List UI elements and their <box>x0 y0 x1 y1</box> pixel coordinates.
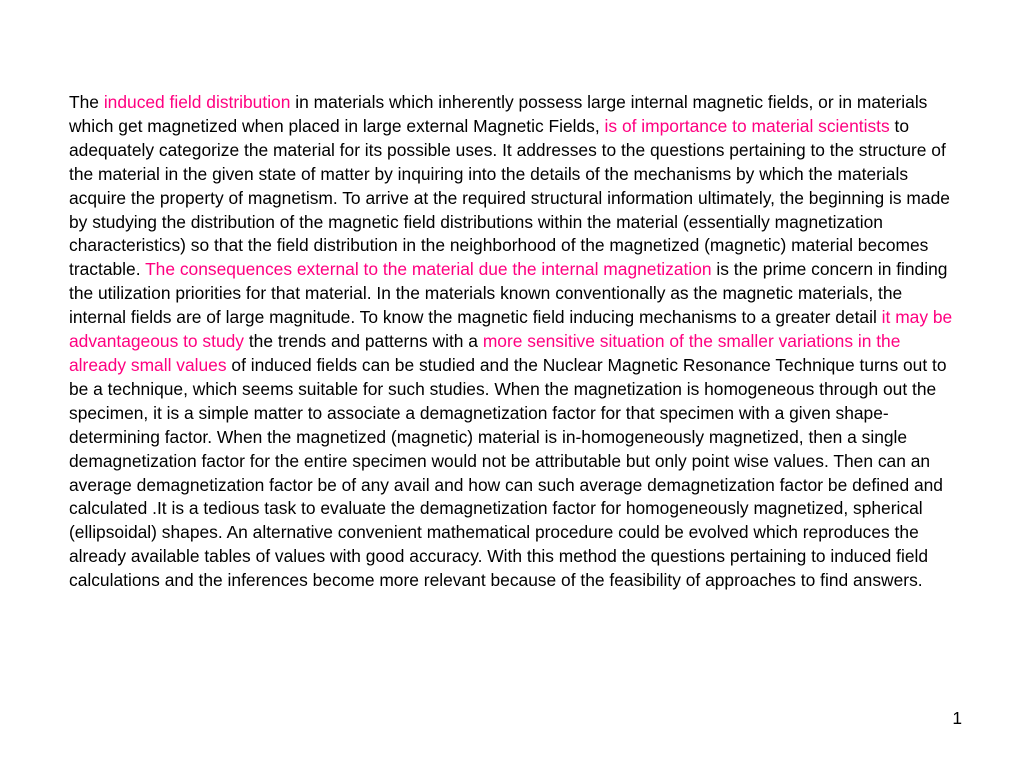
text-segment: The <box>69 92 104 112</box>
body-paragraph <box>69 91 961 593</box>
text-segment: of induced fields can be studied and the Nuclear Magnetic Resonance Technique turns out to be a technique, which seems suitable for such studies. When the magnetization is homogeneous through out the specimen, it is a simple matter to associate a demagnetization factor for that specimen with a given shape-determining factor. When the magnetized (magnetic) material is in-homogeneously magnetized, then a single demagnetization factor for the entire specimen would not be attributable but only point wise values. Then can an average demagnetization factor be of any avail and how can such average demagnetization factor be defined and calculated .It is a tedious task to evaluate the demagnetization factor for homogeneously magnetized, spherical (ellipsoidal) shapes. An alternative convenient mathematical procedure could be evolved which reproduces the already available tables of values with good accuracy. With this method the questions pertaining to induced field calculations and the inferences become more relevant because of the feasibility of approaches to find answers. <box>69 354 947 591</box>
text-segment: the trends and patterns with a <box>244 331 483 352</box>
text-segment: in materials which inherently possess large internal magnetic fields, or in materials which get magnetized when placed in large external Magnetic Fields, <box>69 92 928 136</box>
page-number: 1 <box>952 708 962 728</box>
highlighted-phrase: more sensitive situation of the smaller variations in the already small values <box>69 331 901 375</box>
highlighted-phrase: it may be advantageous to study <box>69 307 953 352</box>
text-segment: is the prime concern in finding the utilization priorities for that material. In the materials known conventionally as the magnetic materials, the internal fields are of large magnitude. To know the magnetic field inducing mechanisms to a greater detail <box>69 259 948 328</box>
text-segment: to adequately categorize the material for its possible uses. It addresses to the questions pertaining to the structure of the material in the given state of matter by inquiring into the details of the mechanisms by which the materials acquire the property of magnetism. To arrive at the required structural information ultimately, the beginning is made by studying the distribution of the magnetic field distributions within the material (essentially magnetization characteristics) so that the field distribution in the neighborhood of the magnetized (magnetic) material becomes tractable. <box>69 115 950 280</box>
highlighted-phrase: The consequences external to the material due the internal magnetization <box>145 259 712 280</box>
highlighted-phrase: is of importance to material scientists <box>604 115 890 136</box>
highlighted-phrase: induced field distribution <box>103 92 291 112</box>
